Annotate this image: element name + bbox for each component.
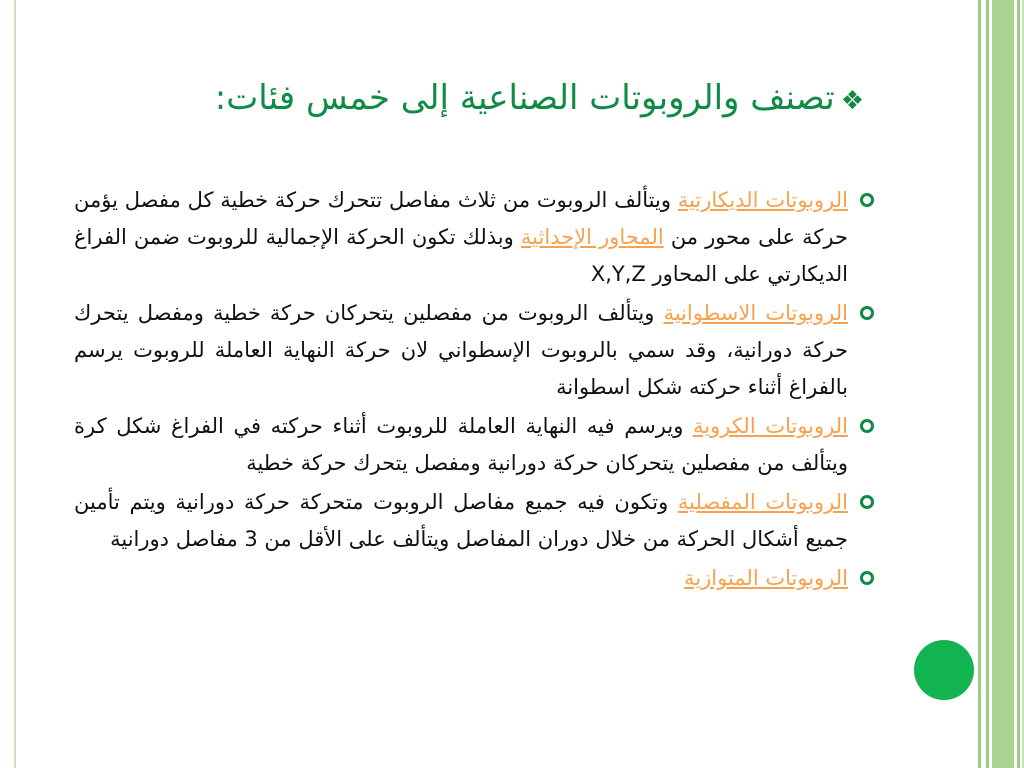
- diamond-bullet-icon: ❖: [840, 86, 864, 116]
- decorative-stripes: [978, 0, 1024, 768]
- circle-bullet-icon: [860, 419, 874, 433]
- circle-bullet-icon: [860, 193, 874, 207]
- list-item: [74, 295, 874, 406]
- term-link[interactable]: الروبوتات الاسطوانية: [663, 301, 848, 325]
- term-link[interactable]: الروبوتات الديكارتية: [677, 188, 848, 212]
- item-text: [74, 182, 848, 293]
- circle-bullet-icon: [860, 571, 874, 585]
- list-item: [74, 484, 874, 558]
- decorative-green-circle: [914, 640, 974, 700]
- item-description: ويتألف الروبوت من مفصلين يتحركان حركة خطية ومفصل يتحرك حركة دورانية، وقد سمي بالروبوت الإسطواني لان حركة النهاية العاملة للروبوت يرسم بالفراغ أثناء حركته شكل اسطوانة: [74, 301, 848, 399]
- item-description: وبذلك تكون الحركة الإجمالية للروبوت ضمن الفراغ الديكارتي على المحاور X,Y,Z: [74, 225, 848, 286]
- term-link[interactable]: المحاور الإحداثية: [520, 225, 664, 249]
- left-border-line: [14, 0, 16, 768]
- term-link[interactable]: الروبوتات المتوازية: [684, 566, 848, 590]
- slide-title-text: تصنف والروبوتات الصناعية إلى خمس فئات:: [214, 78, 835, 118]
- category-list: [74, 182, 874, 599]
- term-link[interactable]: الروبوتات الكروية: [693, 414, 848, 438]
- item-description: ويتألف الروبوت من ثلاث مفاصل تتحرك حركة خطية كل مفصل يؤمن حركة على محور من: [74, 188, 848, 249]
- list-item: [74, 182, 874, 293]
- term-link[interactable]: الروبوتات المفصلية: [677, 490, 848, 514]
- slide-title: [215, 78, 864, 118]
- item-text: [74, 560, 848, 597]
- circle-bullet-icon: [860, 306, 874, 320]
- item-text: [74, 408, 848, 482]
- list-item: [74, 560, 874, 597]
- item-text: [74, 295, 848, 406]
- item-description: وتكون فيه جميع مفاصل الروبوت متحركة حركة دورانية ويتم تأمين جميع أشكال الحركة من خلال دوران المفاصل ويتألف على الأقل من 3 مفاصل دورانية: [74, 490, 848, 551]
- item-description: ويرسم فيه النهاية العاملة للروبوت أثناء حركته في الفراغ شكل كرة ويتألف من مفصلين يتحركان حركة دورانية ومفصل يتحرك حركة خطية: [74, 414, 848, 475]
- circle-bullet-icon: [860, 495, 874, 509]
- list-item: [74, 408, 874, 482]
- item-text: [74, 484, 848, 558]
